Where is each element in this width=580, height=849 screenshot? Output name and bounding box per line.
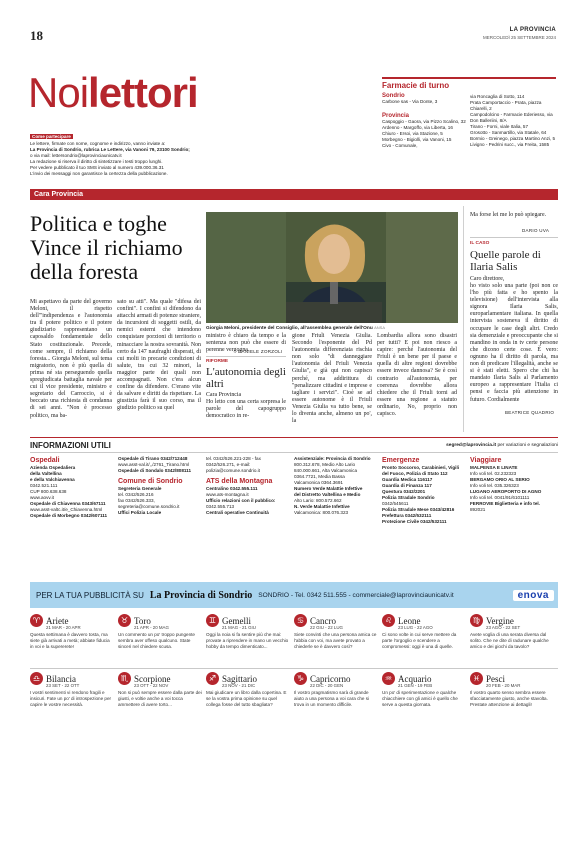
- right-col-divider: [463, 206, 464, 432]
- zodiac-sign: [118, 672, 202, 708]
- info-line: Guardia Medica 116117: [382, 477, 433, 482]
- zodiac-symbol-icon: ♒: [382, 672, 395, 685]
- page-number: 18: [30, 28, 43, 43]
- farmacie-item: Livigno - Pedrini succ., via Freita, 1585: [470, 142, 550, 147]
- info-line: Info voli tel. 02.232323: [470, 471, 517, 476]
- info-line: Centrali operative Continuità: [206, 510, 269, 515]
- info-line: tel. 0342/526.216: [118, 492, 154, 497]
- info-line: Polizia Stradale Mese 0343/42816: [382, 507, 455, 512]
- info-sub-rule: [30, 452, 558, 453]
- info-line: Info voli tel. 035.326323: [470, 483, 519, 488]
- zodiac-name: Cancro: [310, 615, 336, 626]
- info-line: 892021: [470, 507, 486, 512]
- zodiac-text: Questa settimana è davvero tosta, ma siete già arrivati a metà; abbiate fiducia in voi e la supererete!: [30, 632, 110, 649]
- zodiac-symbol-icon: ♑: [294, 672, 307, 685]
- info-line: Guardia di Finanza 117: [382, 483, 432, 488]
- info-line: tel. 0342/526.221-228 - fax: [206, 456, 261, 461]
- farmacie-item: Civo - Comunale,: [382, 143, 418, 148]
- info-line: Valcamonica 0364.3691: [294, 480, 343, 485]
- info-assistenziale: [294, 456, 378, 516]
- zodiac-symbol-icon: ♋: [294, 614, 307, 627]
- caso-signature: BEATRICE QUADRIO: [505, 410, 555, 415]
- section-bar: Cara Provincia: [30, 189, 558, 200]
- riforme-rule: [206, 356, 286, 357]
- zodiac-dates: 23 LUG - 22 AGO: [398, 625, 433, 630]
- how-to-line1: Le lettere, firmate con nome, cognome e indirizzo, vanno inviate a:: [30, 141, 166, 146]
- farmacie-item: Prata Camportaccio - Prata, piazza Chiarelli, 2: [470, 100, 542, 111]
- how-to-label: Come partecipare: [32, 134, 71, 139]
- zodiac-dates: 22 DIC - 20 GEN: [310, 683, 344, 688]
- zodiac-dates: 21 APR - 20 MAG: [134, 625, 169, 630]
- zodiac-symbol-icon: ♉: [118, 614, 131, 627]
- info-top-rule: [30, 437, 558, 438]
- farmacie-item: Campodolcino - Farmacie Ederiesso, via Don Balleriini, 8/A: [470, 112, 553, 123]
- zodiac-dates: 23 SET - 22 OTT: [46, 683, 80, 688]
- zodiac-dates: 23 NOV - 21 DIC: [222, 683, 256, 688]
- section-title-bold: lettori: [88, 69, 198, 116]
- info-line: Segreteria Generale: [118, 486, 162, 491]
- riforme-salutation: Cara Provincia: [206, 392, 242, 398]
- info-line: www.asst-valtc.it/e_Chiavenna.html: [30, 507, 103, 512]
- info-title: INFORMAZIONI UTILI: [30, 441, 111, 450]
- info-line: della Valtellina: [30, 471, 62, 476]
- farmacie-rule: [382, 77, 556, 79]
- how-to-line2: La Provincia di Sondrio, rubrica Le Lettere, via Vanoni 79, 23100 Sondrio;: [30, 147, 190, 152]
- zodiac-text: Ci sono volte in cui serve mettere da parte l'orgoglio e scendere a compromessi: oggi è una di quelle.: [382, 632, 457, 649]
- zodiac-sign: [294, 614, 378, 650]
- info-line: Polizia Stradale Sondrio: [382, 495, 435, 500]
- info-line: 800.312.678, Medio Alto Lario: [294, 462, 356, 467]
- farmacie-provincia-label: Provincia: [382, 113, 410, 119]
- zodiac-sign: [470, 614, 554, 650]
- info-emergenze: [382, 456, 466, 525]
- zodiac-name: Acquario: [398, 673, 432, 684]
- zodiac-sign: [382, 672, 466, 708]
- comune-title: Comune di Sondrio: [118, 478, 183, 485]
- zodiac-dates: 20 FEB - 20 MAR: [486, 683, 521, 688]
- zodiac-name: Capricorno: [310, 673, 351, 684]
- ad-brand: La Provincia di Sondrio: [149, 589, 253, 601]
- zodiac-text: Non si può sempre essere dalla parte dei giusti, e voltie anche a voi tocca ammettere di avere torto...: [118, 690, 202, 707]
- farmacie-sondrio-item: Carbone sas - Via Donte, 3: [382, 99, 438, 104]
- main-letter-signature: DANIELE ZORZOLI: [238, 349, 283, 354]
- farmacie-item: via Roncaglia di Sotto, 114: [470, 94, 525, 99]
- info-line: 0342/545611: [382, 501, 409, 506]
- zodiac-symbol-icon: ♌: [382, 614, 395, 627]
- farmacie-item: Ardenno - Margoffo, via Liberta, 16: [382, 125, 453, 130]
- section-title-light: Noi: [28, 69, 89, 116]
- zodiac-name: Sagittario: [222, 673, 257, 684]
- ad-contact: SONDRIO - Tel. 0342 511.555 - commerciale@laprovinciaunicatv.it: [258, 591, 454, 599]
- riforme-text: Ho letto con una certa sorpresa le parole del capogruppo democratico in re-: [206, 399, 286, 420]
- zodiac-name: Toro: [134, 615, 151, 626]
- zodiac-dates: 21 MAG - 21 GIU: [222, 625, 256, 630]
- info-line: 0342.521.111: [30, 483, 58, 488]
- riforme-title: L'autonomia degli altri: [206, 366, 286, 390]
- info-tirano-comune: [118, 456, 202, 516]
- info-line: Ospedale di Morbegno 0342/607111: [30, 513, 108, 518]
- zodiac-symbol-icon: ♍: [470, 614, 483, 627]
- info-line: Valcamonica: 800.076.323: [294, 510, 349, 515]
- ats-title: ATS della Montagna: [206, 478, 273, 485]
- how-to-line3[interactable]: o via mail: lettersondrio@laprovinciaunicatv.it: [30, 153, 122, 158]
- info-line: LUGANO AEROPORTO DI AGNO: [470, 489, 542, 494]
- info-line: Protezione Civile 0342/532111: [382, 519, 447, 524]
- zodiac-sign: [206, 672, 290, 708]
- info-line: www.ats-montagna.it: [206, 492, 249, 497]
- zodiac-sign: [118, 614, 202, 650]
- paper-name: LA PROVINCIA: [509, 27, 556, 33]
- farmacie-title: Farmacie di turno: [382, 81, 450, 90]
- info-line: Uffici Polizia Locale: [118, 510, 162, 515]
- right-top-text: Ma forse lei me lo può spiegare.: [470, 212, 547, 218]
- oroscopo: [30, 614, 558, 834]
- info-viaggiare: [470, 456, 558, 513]
- zodiac-text: I vostri sentimenti vi rendono fragili e insicuri. Fate un po' di introspezione per capire le vostre necessità.: [30, 690, 112, 707]
- riforme-col3: Lombardia allora sono disastri per tutti? E poi non riesco a capire: perché l'autonomia del Friuli è un bene per il paese e quella di altre regioni dovrebbe essere invece dannosa? Se è così contrario all'autonomia, per coerenza dovrebbe allora chiedere che il Friuli torni ad essere una regione a statuto ordinario, No, proprio non capisco.: [377, 333, 457, 418]
- main-letter-col2: sato su atti". Ma quale "difesa dei confini". I confini si difendono da attacchi armati di potenze straniere, da incursioni di soggetti ostili, da nemici esterni che intendono conquistare porzioni di territorio o minacciare la nostra sovranità. Non certo da 147 naufraghi disperati, di cui molti in precarie condizioni di salute, tra cui 32 minori, la maggior parte dei quali non accompagnati. Non c'era alcun confine da difendere. C'erano vite da salvare e diritti da rispettare. La giustizia farà il suo corso, ma il giudizio politico su quel: [117, 299, 201, 412]
- enova-logo: enova: [513, 590, 554, 601]
- caso-rule: [470, 237, 558, 238]
- farmacie-sondrio-label: Sondrio: [382, 93, 405, 99]
- farmacie-col2: [470, 94, 558, 148]
- info-line: 0342/526.271, e-mail:: [206, 462, 251, 467]
- info-line: polizia@comune.sondrio.it: [206, 468, 260, 473]
- info-line: segreteria@comune.sondrio.it: [118, 504, 180, 509]
- zodiac-dates: 22 GIU - 22 LUG: [310, 625, 343, 630]
- info-email[interactable]: segred@laprovincia.it: [446, 443, 497, 448]
- zodiac-dates: 23 AGO - 22 SET: [486, 625, 521, 630]
- photo-caption-agency: ANSA: [374, 325, 386, 330]
- caso-text: ho visto solo una parte (poi non ce l'ho più fatta e ho spento la televisione) dell'intervista alla signora Ilaria Salis, europarlamentare italiana. In quella intervista sosteneva il diritto di occupare le case degli altri. Credo sia demenziale e preoccupante che si mandino in onda in tv certe persone che dicono certe cose. È vero: ognuno ha il diritto di parola, ma non di predicare l'illegalità, anche se si è stati eletti. Spero che chi ha mandato Ilaria Salis al Parlamento europeo a rappresentare l'Italia ci pensi e faccia più attenzione in futuro. Cordialmente: [470, 283, 558, 403]
- info-line: fax 0342/526.333,: [118, 498, 155, 503]
- zodiac-name: Bilancia: [46, 673, 76, 684]
- how-to-line5: Per vedere pubblicato il tuo SMS inviato al numero 439.000.36.31: [30, 165, 164, 170]
- info-line: Numero Verde Malattie Infettive: [294, 486, 363, 491]
- zodiac-sign: [294, 672, 378, 708]
- farmacie-item: Caspoggio - Gaora, via Pizzo Scalino, 32: [382, 119, 466, 124]
- zodiac-name: Leone: [398, 615, 421, 626]
- info-line: N. Verde Malattie Infettive: [294, 504, 350, 509]
- viaggiare-title: Viaggiare: [470, 457, 502, 464]
- photo-meloni: [206, 212, 458, 323]
- caso-salutation: Caro direttore,: [470, 276, 505, 282]
- zodiac-sign: [30, 672, 114, 708]
- zodiac-text: Il vostro pragmatismo sarà di grande aiuto a una persona a voi cara che si trova in un momento difficile.: [294, 690, 370, 707]
- info-line: Azienda Ospedaliera: [30, 465, 76, 470]
- page-date: MERCOLEDÌ 25 SETTEMBRE 2024: [482, 35, 556, 40]
- how-to-line4: La redazione si riserva il diritto di sintetizzare i testi troppo lunghi.: [30, 159, 163, 164]
- zodiac-name: Pesci: [486, 673, 505, 684]
- info-line: BERGAMO ORIO AL SERIO: [470, 477, 530, 482]
- how-to-line6: L'invio dei messaggi non garantisce la certezza della pubblicazione.: [30, 171, 168, 176]
- main-letter-col3: ministro è chiaro da tempo e la sentenza non può che essere di perenne vergogna.: [206, 333, 286, 354]
- farmacie-item: Tirano - Forni, viale Italia, 57: [470, 124, 529, 129]
- info-line: 0364.7721, Media Bassa: [294, 474, 345, 479]
- zodiac-symbol-icon: ♐: [206, 672, 219, 685]
- info-ats: [206, 456, 290, 516]
- zodiac-name: Scorpione: [134, 673, 171, 684]
- info-line: Alto Lario: 800.572.662: [294, 498, 342, 503]
- photo-caption: [206, 325, 458, 331]
- ad-left-text: PER LA TUA PUBBLICITÀ SU: [36, 590, 144, 600]
- zodiac-text: Un commento un po' troppo pungente sembra aver offeso qualcuno. State sinceri nel chiedere scusa.: [118, 632, 195, 649]
- farmacie-item: Chiuro - Ersoi, via Stazione, 5: [382, 131, 443, 136]
- photo-illustration: [206, 212, 458, 323]
- zodiac-sign: [382, 614, 466, 650]
- info-line: www.asst-val.it/,,/2761_Tirano.html: [118, 462, 190, 467]
- info-line: del Distretto Valtellina e Medio: [294, 492, 361, 497]
- info-email-line: [446, 443, 558, 448]
- info-line: e della Valchiavenna: [30, 477, 75, 482]
- zodiac-sign: [206, 614, 290, 650]
- zodiac-dates: 21 GEN - 19 FEB: [398, 683, 433, 688]
- zodiac-symbol-icon: ♏: [118, 672, 131, 685]
- info-line: Pronto Soccorso, Carabinieri, Vigili: [382, 465, 460, 470]
- main-headline: Politica e toghe Vince il richiamo della foresta: [30, 211, 183, 284]
- right-top-signature: DARIO UVA: [522, 228, 550, 233]
- info-line: Ospedale di Chiavenna 0343/67111: [30, 501, 106, 506]
- farmacie-item: Morbegno - Bigiolli, via Vanoni, 15: [382, 137, 452, 142]
- zodiac-dates: 23 OTT - 22 NOV: [134, 683, 169, 688]
- info-line: Ospedale di Tirano 0342/712448: [118, 456, 188, 461]
- zodiac-text: Il vostro quarto senso sembra essere sfacciatamente giusto, anche stavolta. Prestate attenzione ai dettagli!: [470, 690, 548, 707]
- farmacie-item: Grosotto - Sanmartillo, via Statale, 64: [470, 130, 547, 135]
- zodiac-symbol-icon: ♈: [30, 614, 43, 627]
- main-letter-col1: Mi aspettavo da parte del governo Meloni, il rispetto dell'"indipendenza e l'autonomia tra il potere politico e il potere giudiziario rappresentano un caposaldo fondamentale dello Stato costituzionale. Precede, come sempre, il richiamo della foresta... Giorgia Meloni, sul tema migratorio, non è più quella di prima né sta perseguendo quella spregiudicata battaglia navale per cui il vice presidente, ministro e segretario del Carroccio, si è beccato una richiesta di condanna di sei anni. "Non è processo politico, ma ba-: [30, 299, 112, 419]
- info-line: Centralino 0342.555.111: [206, 486, 258, 491]
- riforme-kicker: RIFORME: [206, 359, 229, 364]
- how-to-participate: [30, 134, 250, 177]
- zodiac-symbol-icon: ♓: [470, 672, 483, 685]
- info-line: www.aovv.it: [30, 495, 54, 500]
- info-ospedali: [30, 456, 114, 519]
- zodiac-symbol-icon: ♊: [206, 614, 219, 627]
- zodiac-name: Gemelli: [222, 615, 251, 626]
- info-line: Prefettura 0342/532111: [382, 513, 432, 518]
- info-line: Ospedale di Sondalo 0342/808111: [118, 468, 192, 473]
- info-line: 840.000.661, Alta Valcamonica: [294, 468, 357, 473]
- farmacie-item: Bormio - Greinego, piazza Martino Anzi, 5: [470, 136, 556, 141]
- zodiac-text: Un po' di sperimentazione e qualche chiacchiere con gli amici è quello che serve a questa giornata.: [382, 690, 458, 707]
- zodiac-sign: [470, 672, 554, 708]
- zodiac-name: Ariete: [46, 615, 69, 626]
- riforme-col2: gione Friuli Venezia Giulia. Secondo l'esponente del Pd l'autonomia differenziata rischia non solo "di danneggiare l'autonomia del Friuli Venezia Giulia", e già qui non capisco perché, ma addirittura di "penalizzare cittadini e imprese e tagliare i servizi". Cioè se ad essere autonome è il Friuli Venezia Giulia va tutto bene, se lo diventa anche, almeno un po', la: [292, 333, 372, 425]
- emergenze-title: Emergenze: [382, 457, 420, 464]
- zodiac-sign: [30, 614, 114, 650]
- zodiac-text: Siete convinti che una persona amica ce l'abbia con voi, ma avete provato a chiederle se è davvero così?: [294, 632, 377, 649]
- caso-title: Quelle parole di Ilaria Salis: [470, 249, 541, 273]
- zodiac-symbol-icon: ♎: [30, 672, 43, 685]
- photo-caption-text: Giorgia Meloni, presidente del Consiglio, all'assemblea generale dell'Onu: [206, 326, 373, 331]
- zodiac-text: Avete voglia di una serata diversa dal solito. Che ne dite di radunare qualche amico e dei giochi da tavolo?: [470, 632, 549, 649]
- info-line: Assistenziale: Provincia di Sondrio: [294, 456, 371, 461]
- info-line: Questura 0342/2201: [382, 489, 426, 494]
- info-line: Info voli tel. 0041/91/6101111: [470, 495, 530, 500]
- caso-kicker: IL CASO: [470, 241, 490, 246]
- ospedali-title: Ospedali: [30, 457, 60, 464]
- info-line: Ufficio relazioni con il pubblico:: [206, 498, 276, 503]
- info-line: del Fuoco, Polizia di Stato 112: [382, 471, 448, 476]
- info-line: 0342.555.713: [206, 504, 235, 509]
- ad-banner[interactable]: [30, 582, 558, 608]
- section-title: [28, 69, 198, 116]
- zodiac-text: Mai giudicare un libro dalla copertina. E se la vostra prima opinione su quel collega fosse del tutto sbagliata?: [206, 690, 287, 707]
- info-line: MALPENSA E LINATE: [470, 465, 518, 470]
- zodiac-name: Vergine: [486, 615, 514, 626]
- info-line: CUP 800.638.638: [30, 489, 67, 494]
- farmacie-col1: [382, 93, 468, 149]
- info-line: FERROVIE Biglietteria e info tel.: [470, 501, 540, 506]
- info-email-suffix: per variazioni e segnalazioni: [497, 443, 558, 448]
- zodiac-text: Oggi la noia si fa sentire più che mai: provate a riprendere in mano un vecchio hobby da tempo dimenticato...: [206, 632, 289, 649]
- zodiac-dates: 21 MAR - 20 APR: [46, 625, 81, 630]
- oroscopo-divider: [30, 668, 558, 669]
